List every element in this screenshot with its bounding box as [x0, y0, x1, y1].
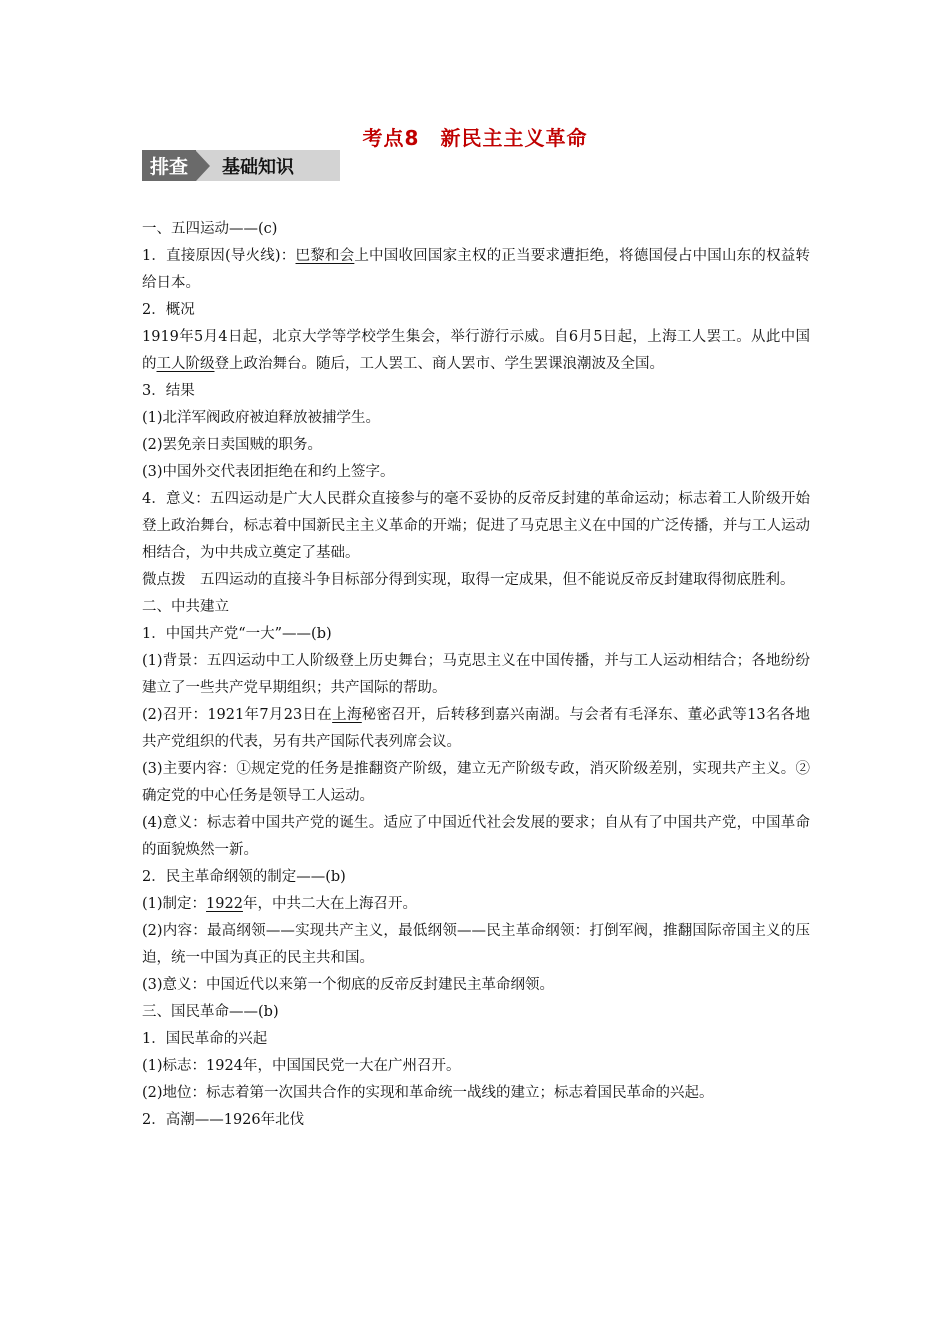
tip-note: 微点拨 五四运动的直接斗争目标部分得到实现，取得一定成果，但不能说反帝反封建取得彻底胜利。: [142, 572, 795, 588]
underlined-term: 1922: [206, 896, 243, 912]
underlined-term: 上海: [332, 707, 362, 723]
paragraph: (3)中国外交代表团拒绝在和约上签字。: [142, 464, 395, 480]
document-body: [142, 216, 810, 1134]
banner-tag: 排查: [142, 150, 196, 181]
paragraph: [142, 702, 810, 756]
section-banner: [142, 150, 340, 181]
paragraph: (2)内容：最高纲领——实现共产主义，最低纲领——民主革命纲领：打倒军阀，推翻国际帝国主义的压迫，统一中国为真正的民主共和国。: [142, 923, 810, 966]
paragraph: (2)罢免亲日卖国贼的职务。: [142, 437, 323, 453]
paragraph: 1．国民革命的兴起: [142, 1031, 268, 1047]
paragraph: [142, 891, 810, 918]
page-title: 考点8 新民主主义革命: [362, 126, 588, 150]
paragraph: 2．高潮——1926年北伐: [142, 1112, 305, 1128]
underlined-term: 巴黎和会: [295, 248, 355, 264]
paragraph: 3．结果: [142, 383, 195, 399]
heading-national-revolution: 三、国民革命——(b): [142, 1004, 279, 1020]
paragraph: 2．概况: [142, 302, 195, 318]
text: 上中国收回国家主权的正当要求遭拒绝，将德国侵占中国山东的权益转给日本。: [142, 248, 811, 291]
paragraph: (1)标志：1924年，中国国民党一大在广州召开。: [142, 1058, 461, 1074]
paragraph: (3)主要内容：①规定党的任务是推翻资产阶级，建立无产阶级专政，消灭阶级差别，实现共产主义。②确定党的中心任务是领导工人运动。: [142, 761, 810, 804]
paragraph: (3)意义：中国近代以来第一个彻底的反帝反封建民主革命纲领。: [142, 977, 555, 993]
paragraph: (4)意义：标志着中国共产党的诞生。适应了中国近代社会发展的要求；自从有了中国共产党，中国革命的面貌焕然一新。: [142, 815, 810, 858]
paragraph: (1)背景：五四运动中工人阶级登上历史舞台；马克思主义在中国传播，并与工人运动相结合；各地纷纷建立了一些共产党早期组织；共产国际的帮助。: [142, 653, 810, 696]
underlined-term: 工人阶级: [156, 356, 215, 372]
text: 1919年5月4日起，北京大学等学校学生集会，举行游行示威。自6月5日起，上海工人罢工。从此中国的: [142, 329, 810, 372]
paragraph: [142, 324, 810, 378]
text: (1)制定：: [142, 896, 207, 912]
text: 登上政治舞台。随后，工人罢工、商人罢市、学生罢课浪潮波及全国。: [214, 356, 664, 372]
text: (2)召开：1921年7月23日在: [142, 707, 333, 723]
text: 年，中共二大在上海召开。: [242, 896, 417, 912]
banner-text: 基础知识: [222, 156, 295, 178]
text: 秘密召开，后转移到嘉兴南湖。与会者有毛泽东、董必武等13名各地共产党组织的代表，另有共产国际代表列席会议。: [142, 707, 810, 750]
text: 1．直接原因(导火线)：: [142, 248, 296, 264]
paragraph: 4．意义：五四运动是广大人民群众直接参与的毫不妥协的反帝反封建的革命运动；标志着工人阶级开始登上政治舞台，标志着中国新民主主义革命的开端；促进了马克思主义在中国的广泛传播，并与工人运动相结合，为中共成立奠定了基础。: [142, 491, 810, 561]
arrow-icon: [196, 151, 210, 181]
paragraph: [142, 243, 810, 297]
paragraph: 1．中国共产党“一大”——(b): [142, 626, 332, 642]
paragraph: 2．民主革命纲领的制定——(b): [142, 869, 346, 885]
paragraph: (2)地位：标志着第一次国共合作的实现和革命统一战线的建立；标志着国民革命的兴起。: [142, 1085, 714, 1101]
heading-cpc-founding: 二、中共建立: [142, 599, 229, 615]
paragraph: (1)北洋军阀政府被迫释放被捕学生。: [142, 410, 381, 426]
heading-may-fourth: 一、五四运动——(c): [142, 221, 278, 237]
